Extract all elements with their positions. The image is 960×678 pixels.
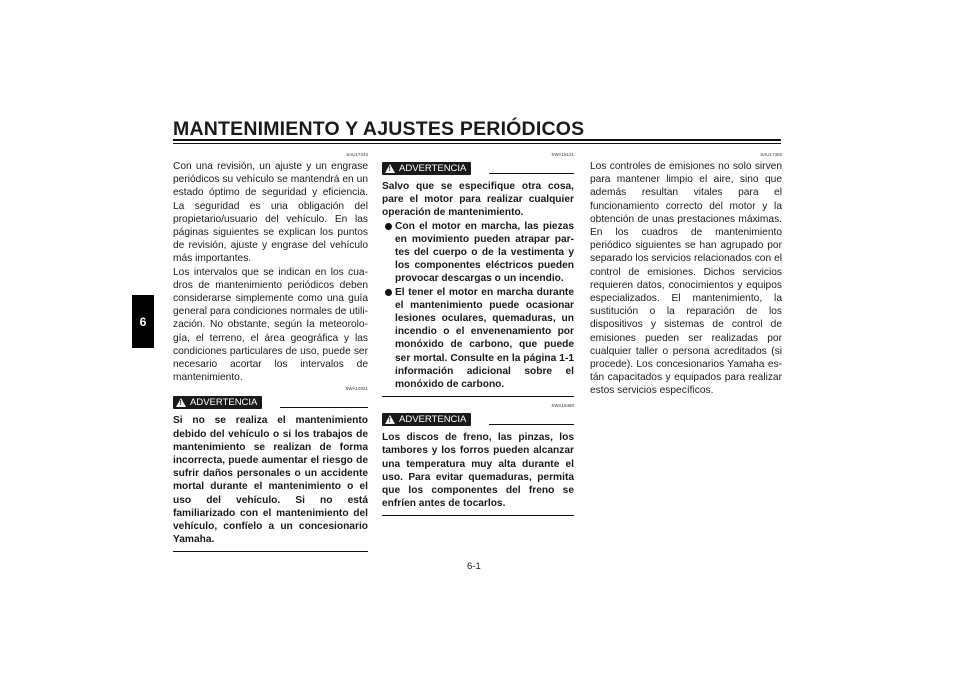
- column-2: [382, 150, 574, 522]
- ref-code: SWA15460: [551, 403, 574, 409]
- bullet-icon: [385, 289, 392, 296]
- chapter-tab: 6: [132, 295, 154, 348]
- warning-rule: [489, 173, 574, 174]
- warning-rule: [280, 407, 368, 408]
- intro-paragraph-1: Con una revisión, un ajuste y un engrase periódicos su vehículo se mantendrá en un estado óptimo de seguridad y eficiencia. La seguridad es una obligación del propietario/usuario del vehículo. En las páginas siguientes se explican los puntos de revisión, ajuste y engrase del vehículo más importantes.: [173, 161, 368, 265]
- warning-header: [382, 411, 574, 428]
- list-item: Con el motor en marcha, las piezas en movimiento pueden atrapar partes del cuerpo o de la vestimenta y los componentes eléctricos pueden provocar descargas o un incendio.: [382, 220, 574, 286]
- warning-bullet-list: [382, 220, 574, 392]
- warning-icon: !: [385, 164, 395, 173]
- warning-icon: !: [176, 398, 186, 407]
- page-number: 6-1: [467, 561, 481, 572]
- warning-icon: !: [385, 415, 395, 424]
- warning-header: [382, 160, 574, 177]
- warning-header: [173, 394, 368, 411]
- ref-code: SAU17302: [760, 152, 782, 157]
- warning-end-rule: [382, 515, 574, 516]
- warning-end-rule: [382, 396, 574, 397]
- warning-rule: [489, 424, 574, 425]
- column-1: [173, 150, 368, 558]
- warning-text: Salvo que se especifique otra cosa, pare el motor para realizar cualquier operación de mantenimiento.: [382, 181, 574, 219]
- column-3: [590, 150, 782, 398]
- emissions-paragraph: Los controles de emisiones no solo sirven para mantener limpio el aire, sino que además resultan vitales para el funcionamiento correcto del motor y la obtención de unas prestaciones máximas. En los cuadros de mantenimiento periódico siguientes se han agrupado por separado los servicios relacionados con el control de emisiones. Dichos servicios requieren datos, conocimientos y equipos especializados. El mantenimiento, la sustitución o la reparación de los dispositivos y sistemas de control de emisiones pueden ser realizadas por cualquier taller o persona acreditados (si procede). Los concesionarios Yamaha están capacitados y equipados para realizar estos servicios específicos.: [590, 161, 782, 397]
- warning-badge: [382, 413, 471, 426]
- list-item: El tener el motor en marcha durante el mantenimiento puede ocasionar lesiones oculares, quemaduras, un incendio o el envenenamiento por monóxido de carbono, que puede ser mortal. Consulte en la página 1-1 información adicional sobre el monóxido de carbono.: [382, 286, 574, 392]
- warning-badge: [173, 396, 262, 409]
- warning-label: ADVERTENCIA: [399, 163, 467, 174]
- warning-text: Si no se realiza el mantenimiento debido del vehículo o si los trabajos de mantenimiento se realizan de forma incorrecta, puede aumentar el riesgo de sufrir daños personales o un accidente mortal durante el mantenimiento o el uso del vehículo. Si no está familiarizado con el mantenimiento del vehículo, confíelo a un concesionario Yamaha.: [173, 415, 368, 546]
- ref-code: SWA10321: [345, 386, 368, 392]
- title-rule: [173, 139, 781, 141]
- ref-code: SAU17243: [346, 152, 368, 157]
- ref-code: SWA15121: [551, 152, 574, 157]
- warning-badge: [382, 162, 471, 175]
- title-rule-thin: [173, 143, 781, 144]
- warning-label: ADVERTENCIA: [190, 397, 258, 409]
- intro-paragraph-2: Los intervalos que se indican en los cuadros de mantenimiento periódicos deben considerarse simplemente como una guía general para condiciones normales de utilización. No obstante, según la meteorología, el terreno, el área geográfica y las condiciones particulares de uso, puede ser necesario acortar los intervalos de mantenimiento.: [173, 266, 368, 384]
- warning-text: Los discos de freno, las pinzas, los tambores y los forros pueden alcanzar una temperatura muy alta durante el uso. Para evitar quemaduras, permita que los componentes del freno se enfríen antes de tocarlos.: [382, 432, 574, 510]
- bullet-icon: [385, 223, 392, 230]
- warning-label: ADVERTENCIA: [399, 414, 467, 426]
- page-title: MANTENIMIENTO Y AJUSTES PERIÓDICOS: [173, 118, 585, 140]
- warning-end-rule: [173, 551, 368, 552]
